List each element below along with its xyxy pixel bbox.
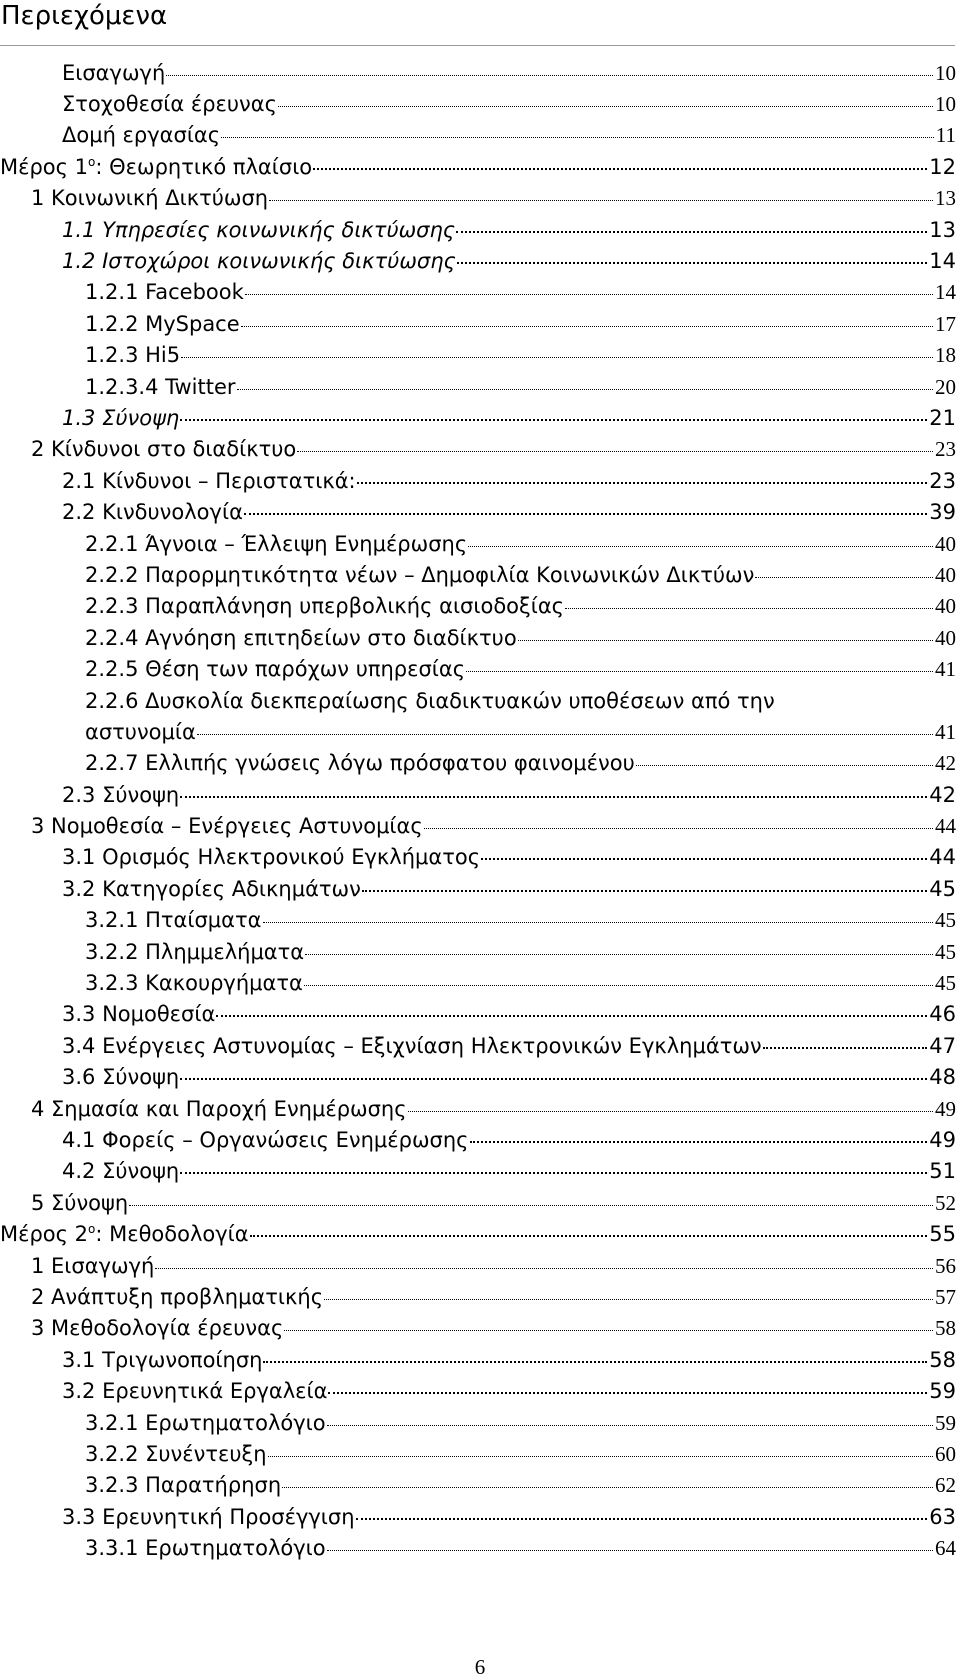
ordinal-superscript: ο — [88, 155, 96, 169]
toc-entry-title: 2.2.1 Άγνοια – Έλλειψη Ενημέρωσης — [85, 532, 468, 556]
dot-leader — [268, 1456, 933, 1457]
dot-leader — [565, 608, 933, 609]
dot-leader — [197, 734, 933, 735]
toc-entry-page: 20 — [935, 375, 956, 399]
dot-leader — [237, 389, 933, 390]
toc-entry-page: 10 — [935, 92, 956, 116]
toc-entry-page: 40 — [935, 626, 956, 650]
toc-entry-title: 4.2 Σύνοψη — [62, 1159, 180, 1183]
toc-entry[interactable] — [31, 1316, 956, 1341]
toc-entry[interactable] — [62, 123, 956, 148]
heading-rule — [0, 45, 955, 46]
dot-leader — [408, 1111, 933, 1112]
dot-leader — [304, 985, 933, 986]
toc-entry-title: 3 Νομοθεσία – Ενέργειες Αστυνομίας — [31, 814, 423, 838]
toc-entry-page: 14 — [929, 249, 956, 273]
toc-entry-page: 49 — [935, 1097, 956, 1121]
toc-entry[interactable] — [85, 751, 956, 776]
toc-entry-page: 21 — [929, 406, 956, 430]
toc-entry-title: Μέρος $1^o$: Θεωρητικό πλαίσιο — [0, 155, 313, 179]
toc-entry[interactable] — [31, 814, 956, 839]
toc-entry-page: 41 — [935, 657, 956, 681]
toc-entry[interactable] — [62, 218, 956, 242]
dot-leader — [362, 890, 927, 892]
toc-entry-title: 2.2.7 Ελλιπής γνώσεις λόγω πρόσφατου φαινομένου — [85, 751, 635, 775]
toc-entry-title: 2.2.5 Θέση των παρόχων υπηρεσίας — [85, 657, 466, 681]
toc-entry-title: 1 Εισαγωγή — [31, 1254, 155, 1278]
toc-entry[interactable] — [31, 186, 956, 211]
toc-entry[interactable] — [62, 1348, 956, 1372]
dot-leader — [155, 1268, 933, 1269]
toc-entry-title: 4.1 Φορείς – Οργανώσεις Ενημέρωσης — [62, 1128, 469, 1152]
toc-entry[interactable] — [31, 437, 956, 462]
toc-entry-title: 3.2.3 Παρατήρηση — [85, 1473, 282, 1497]
dot-leader — [244, 513, 927, 515]
toc-entry[interactable] — [85, 1411, 956, 1436]
toc-entry[interactable] — [62, 469, 956, 493]
toc-entry-page: 56 — [935, 1254, 956, 1278]
toc-entry-page: 55 — [929, 1222, 956, 1246]
toc-entry-page: 60 — [935, 1442, 956, 1466]
toc-entry-page: 48 — [929, 1065, 956, 1089]
dot-leader — [282, 1487, 933, 1488]
dot-leader — [180, 419, 927, 421]
dot-leader — [129, 1205, 933, 1206]
toc-entry-title: 2.1 Κίνδυνοι – Περιστατικά: — [62, 469, 356, 493]
toc-entry-title: 1.2.3 Hi5 — [85, 343, 181, 367]
toc-entry-page: 13 — [929, 218, 956, 242]
toc-entry[interactable] — [85, 1536, 956, 1561]
toc-entry[interactable] — [62, 249, 956, 273]
dot-leader — [180, 1172, 927, 1174]
toc-entry[interactable] — [31, 1254, 956, 1279]
dot-leader — [456, 231, 927, 233]
dot-leader — [216, 1015, 927, 1017]
dot-leader — [313, 168, 927, 170]
toc-entry[interactable] — [0, 155, 956, 179]
dot-leader — [181, 357, 933, 358]
toc-entry[interactable] — [62, 1505, 956, 1529]
toc-entry[interactable] — [62, 1128, 956, 1152]
toc-entry[interactable] — [62, 61, 956, 86]
toc-entry-title: 3.2.1 Πταίσματα — [85, 908, 262, 932]
toc-entry[interactable] — [62, 92, 956, 117]
dot-leader — [180, 796, 927, 798]
dot-leader — [466, 671, 933, 672]
toc-entry-title: 3.4 Ενέργειες Αστυνομίας – Εξιχνίαση Ηλεκτρονικών Εγκλημάτων — [62, 1034, 762, 1058]
toc-entry-title: Εισαγωγή — [62, 61, 166, 85]
toc-entry[interactable] — [85, 626, 956, 651]
dot-leader — [297, 451, 933, 452]
toc-entry[interactable] — [62, 1002, 956, 1026]
dot-leader — [263, 922, 934, 923]
toc-entry[interactable] — [0, 1222, 956, 1246]
toc-entry-page: 59 — [929, 1379, 956, 1403]
toc-entry-title: 2.2.4 Αγνόηση επιτηδείων στο διαδίκτυο — [85, 626, 517, 650]
toc-entry[interactable] — [31, 1191, 956, 1216]
toc-entry[interactable] — [85, 689, 956, 745]
toc-entry-title: 2.2 Κινδυνολογία — [62, 500, 243, 524]
toc-entry-page: 51 — [929, 1159, 956, 1183]
toc-entry-page: 45 — [935, 908, 956, 932]
ordinal-superscript: ο — [88, 1222, 96, 1236]
dot-leader — [263, 1361, 927, 1363]
toc-entry-page: 46 — [929, 1002, 956, 1026]
dot-leader — [250, 1235, 928, 1237]
toc-entry-title: Μέρος $2^o$: Μεθοδολογία — [0, 1222, 249, 1246]
toc-entry-page: 47 — [929, 1034, 956, 1058]
toc-entry[interactable] — [85, 908, 956, 933]
dot-leader — [327, 1425, 933, 1426]
toc-entry[interactable] — [85, 532, 956, 557]
dot-leader — [305, 954, 933, 955]
toc-entry-page: 58 — [935, 1316, 956, 1340]
toc-entry-page: 40 — [935, 532, 956, 556]
dot-leader — [763, 1047, 928, 1049]
dot-leader — [328, 1392, 927, 1394]
toc-entry-title: 2.3 Σύνοψη — [62, 783, 180, 807]
toc-entry-page: 44 — [929, 845, 956, 869]
toc-entry-page: 40 — [935, 563, 956, 587]
dot-leader — [468, 546, 933, 547]
toc-entry-title: 2 Ανάπτυξη προβληματικής — [31, 1285, 324, 1309]
toc-entry-title: 2 Κίνδυνοι στο διαδίκτυο — [31, 437, 297, 461]
toc-entry-title: 1.2.1 Facebook — [85, 280, 244, 304]
toc-entry-page: 44 — [935, 814, 956, 838]
toc-entry-title: Δομή εργασίας — [62, 123, 221, 147]
dot-leader — [518, 640, 933, 641]
dot-leader — [356, 1518, 928, 1520]
toc-entry[interactable] — [62, 783, 956, 807]
toc-entry[interactable] — [62, 1159, 956, 1183]
toc-entry[interactable] — [85, 940, 956, 965]
toc-entry[interactable] — [85, 594, 956, 619]
toc-entry-title: 3.1 Ορισμός Ηλεκτρονικού Εγκλήματος — [62, 845, 481, 869]
toc-entry-title: 3.2.2 Πλημμελήματα — [85, 940, 305, 964]
dot-leader — [324, 1299, 933, 1300]
dot-leader — [424, 828, 933, 829]
toc-entry-page: 64 — [935, 1536, 956, 1560]
dot-leader — [457, 262, 927, 264]
dot-leader — [180, 1078, 927, 1080]
toc-entry[interactable] — [62, 1379, 956, 1403]
dot-leader — [166, 75, 933, 76]
toc-entry[interactable] — [31, 1285, 956, 1310]
toc-entry-title: 3.2.1 Ερωτηματολόγιο — [85, 1411, 326, 1435]
toc-entry-title: 4 Σημασία και Παροχή Ενημέρωσης — [31, 1097, 407, 1121]
toc-entry-title: 1 Κοινωνική Δικτύωση — [31, 186, 269, 210]
toc-entry-title: 1.2.3.4 Twitter — [85, 375, 236, 399]
toc-entry-title: 3.6 Σύνοψη — [62, 1065, 180, 1089]
toc-entry-page: 45 — [929, 877, 956, 901]
toc-entry-title: 3.2.3 Κακουργήματα — [85, 971, 303, 995]
toc-entry-page: 49 — [929, 1128, 956, 1152]
toc-entry[interactable] — [62, 406, 956, 430]
toc-entry[interactable] — [85, 971, 956, 996]
toc-entry[interactable] — [85, 343, 956, 368]
toc-entry[interactable] — [85, 375, 956, 400]
toc-entry-title: 1.3 Σύνοψη — [62, 406, 180, 430]
toc-entry[interactable] — [85, 1473, 956, 1498]
toc-entry-title: 3.3 Ερευνητική Προσέγγιση — [62, 1505, 355, 1529]
dot-leader — [245, 294, 933, 295]
dot-leader — [481, 858, 927, 860]
dot-leader — [269, 200, 933, 201]
toc-entry-page: 40 — [935, 594, 956, 618]
toc-entry-page: 10 — [935, 61, 956, 85]
toc-entry-page: 62 — [935, 1473, 956, 1497]
toc-entry-title: 2.2.3 Παραπλάνηση υπερβολικής αισιοδοξίας — [85, 594, 565, 618]
toc-entry-page: 14 — [935, 280, 956, 304]
toc-entry-page: 18 — [935, 343, 956, 367]
toc-entry-page: 58 — [929, 1348, 956, 1372]
dot-leader — [278, 106, 933, 107]
dot-leader — [241, 326, 933, 327]
toc-entry[interactable] — [62, 1034, 956, 1058]
dot-leader — [755, 577, 933, 578]
toc-entry-title: 3.2.2 Συνέντευξη — [85, 1442, 267, 1466]
toc-entry[interactable] — [62, 1065, 956, 1089]
dot-leader — [357, 482, 928, 484]
toc-entry-title: 5 Σύνοψη — [31, 1191, 129, 1215]
toc-entry-page: 23 — [935, 437, 956, 461]
toc-heading: Περιεχόμενα — [1, 1, 168, 31]
toc-entry[interactable] — [31, 1097, 956, 1122]
toc-entry-title: 3.2 Κατηγορίες Αδικημάτων — [62, 877, 361, 901]
toc-entry-title: 2.2.6 Δυσκολία διεκπεραίωσης διαδικτυακών υποθέσεων από την — [85, 689, 775, 713]
toc-entry-title: 3.3.1 Ερωτηματολόγιο — [85, 1536, 326, 1560]
page-number: 6 — [474, 1655, 486, 1679]
toc-entry[interactable] — [85, 563, 956, 588]
toc-entry-title-continued: αστυνομία — [85, 720, 196, 744]
toc-entry-page: 63 — [929, 1505, 956, 1529]
toc-entry-page: 45 — [935, 940, 956, 964]
toc-entry-title: 3.2 Ερευνητικά Εργαλεία — [62, 1379, 328, 1403]
toc-entry-title: 3.1 Τριγωνοποίηση — [62, 1348, 263, 1372]
dot-leader — [327, 1550, 933, 1551]
toc-entry-page: 59 — [935, 1411, 956, 1435]
toc-entry[interactable] — [85, 312, 956, 337]
toc-entry-page: 52 — [935, 1191, 956, 1215]
toc-entry-title: Στοχοθεσία έρευνας — [62, 92, 277, 116]
dot-leader — [636, 765, 933, 766]
toc-entry-title: 3 Μεθοδολογία έρευνας — [31, 1316, 284, 1340]
toc-entry-title: 3.3 Νομοθεσία — [62, 1002, 216, 1026]
toc-entry[interactable] — [85, 657, 956, 682]
toc-entry-title: 2.2.2 Παρορμητικότητα νέων – Δημοφιλία Κοινωνικών Δικτύων — [85, 563, 755, 587]
toc-entry-page: 39 — [929, 500, 956, 524]
toc-entry-page: 57 — [935, 1285, 956, 1309]
toc-entry-title: 1.2.2 MySpace — [85, 312, 240, 336]
dot-leader — [284, 1330, 933, 1331]
toc-entry[interactable] — [62, 877, 956, 901]
toc-entry-page: 17 — [935, 312, 956, 336]
toc-entry[interactable] — [85, 1442, 956, 1467]
toc-entry-page: 42 — [929, 783, 956, 807]
toc-entry-page: 41 — [935, 720, 956, 744]
toc-entry[interactable] — [85, 280, 956, 305]
toc-entry-page: 11 — [935, 123, 956, 147]
toc-entry-page: 12 — [929, 155, 956, 179]
toc-entry-page: 13 — [935, 186, 956, 210]
toc-entry-page: 45 — [935, 971, 956, 995]
toc-entry[interactable] — [62, 845, 956, 869]
toc-entry-title: 1.1 Υπηρεσίες κοινωνικής δικτύωσης — [62, 218, 456, 242]
toc-entry-page: 23 — [929, 469, 956, 493]
toc-entry[interactable] — [62, 500, 956, 524]
dot-leader — [470, 1141, 928, 1143]
toc-entry-page: 42 — [935, 751, 956, 775]
dot-leader — [221, 137, 934, 138]
toc-entry-title: 1.2 Ιστοχώροι κοινωνικής δικτύωσης — [62, 249, 456, 273]
